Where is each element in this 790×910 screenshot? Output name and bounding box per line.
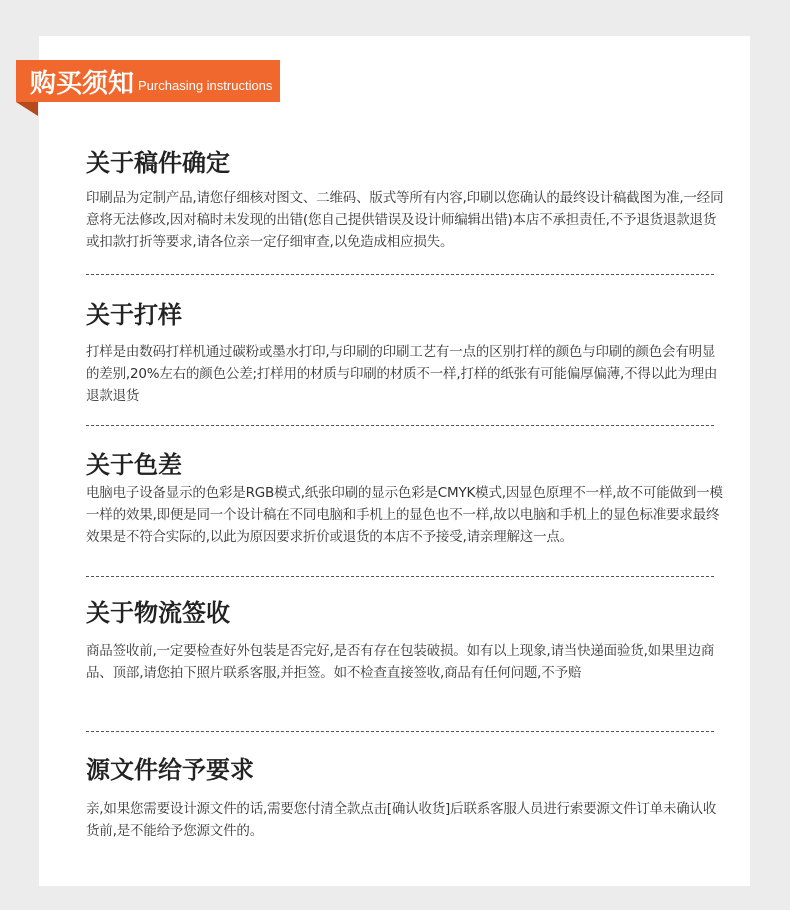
section-divider	[86, 731, 714, 732]
section-manuscript-confirmation	[86, 148, 726, 253]
section-title: 关于稿件确定	[86, 149, 230, 177]
section-color-difference	[86, 450, 726, 548]
section-title: 关于色差	[86, 451, 182, 479]
banner-title: 购买须知	[30, 68, 135, 99]
banner-fold-decoration	[16, 102, 38, 116]
header-banner	[16, 60, 280, 102]
banner-subtitle: Purchasing instructions	[138, 77, 273, 93]
section-divider	[86, 425, 714, 426]
section-source-files	[86, 755, 726, 842]
section-body: 亲,如果您需要设计源文件的话,需要您付清全款点击[确认收货]后联系客服人员进行索要源文件订单未确认收货前,是不能给予您源文件的。	[86, 801, 717, 839]
section-body: 电脑电子设备显示的色彩是RGB模式,纸张印刷的显示色彩是CMYK模式,因显色原理不一样,故不可能做到一模一样的效果,即便是同一个设计稿在不同电脑和手机上的显色也不一样,故以电脑和手机上的显色标准要求最终效果是不符合实际的,以此为原因要求折价或退货的本店不予接受,请亲理解这一点。	[86, 485, 723, 545]
section-body: 印刷品为定制产品,请您仔细核对图文、二维码、版式等所有内容,印刷以您确认的最终设计稿截图为准,一经同意将无法修改,因对稿时未发现的出错(您自己提供错误及设计师编辑出错)本店不承担责任,不予退货退款退货或扣款打折等要求,请各位亲一定仔细审查,以免造成相应损失。	[86, 190, 724, 250]
section-logistics-receipt	[86, 598, 726, 684]
section-body: 商品签收前,一定要检查好外包装是否完好,是否有存在包装破损。如有以上现象,请当快递面验货,如果里边商品、顶部,请您拍下照片联系客服,并拒签。如不检查直接签收,商品有任何问题,不予赔	[86, 643, 715, 681]
section-divider	[86, 576, 714, 577]
section-proofing	[86, 300, 726, 407]
section-body: 打样是由数码打样机通过碳粉或墨水打印,与印刷的印刷工艺有一点的区别打样的颜色与印刷的颜色会有明显的差别,20%左右的颜色公差;打样用的材质与印刷的材质不一样,打样的纸张有可能偏厚偏薄,不得以此为理由退款退货	[86, 344, 718, 404]
section-title: 关于打样	[86, 301, 182, 329]
section-title: 源文件给予要求	[86, 756, 254, 784]
section-title: 关于物流签收	[86, 599, 230, 627]
section-divider	[86, 274, 714, 275]
